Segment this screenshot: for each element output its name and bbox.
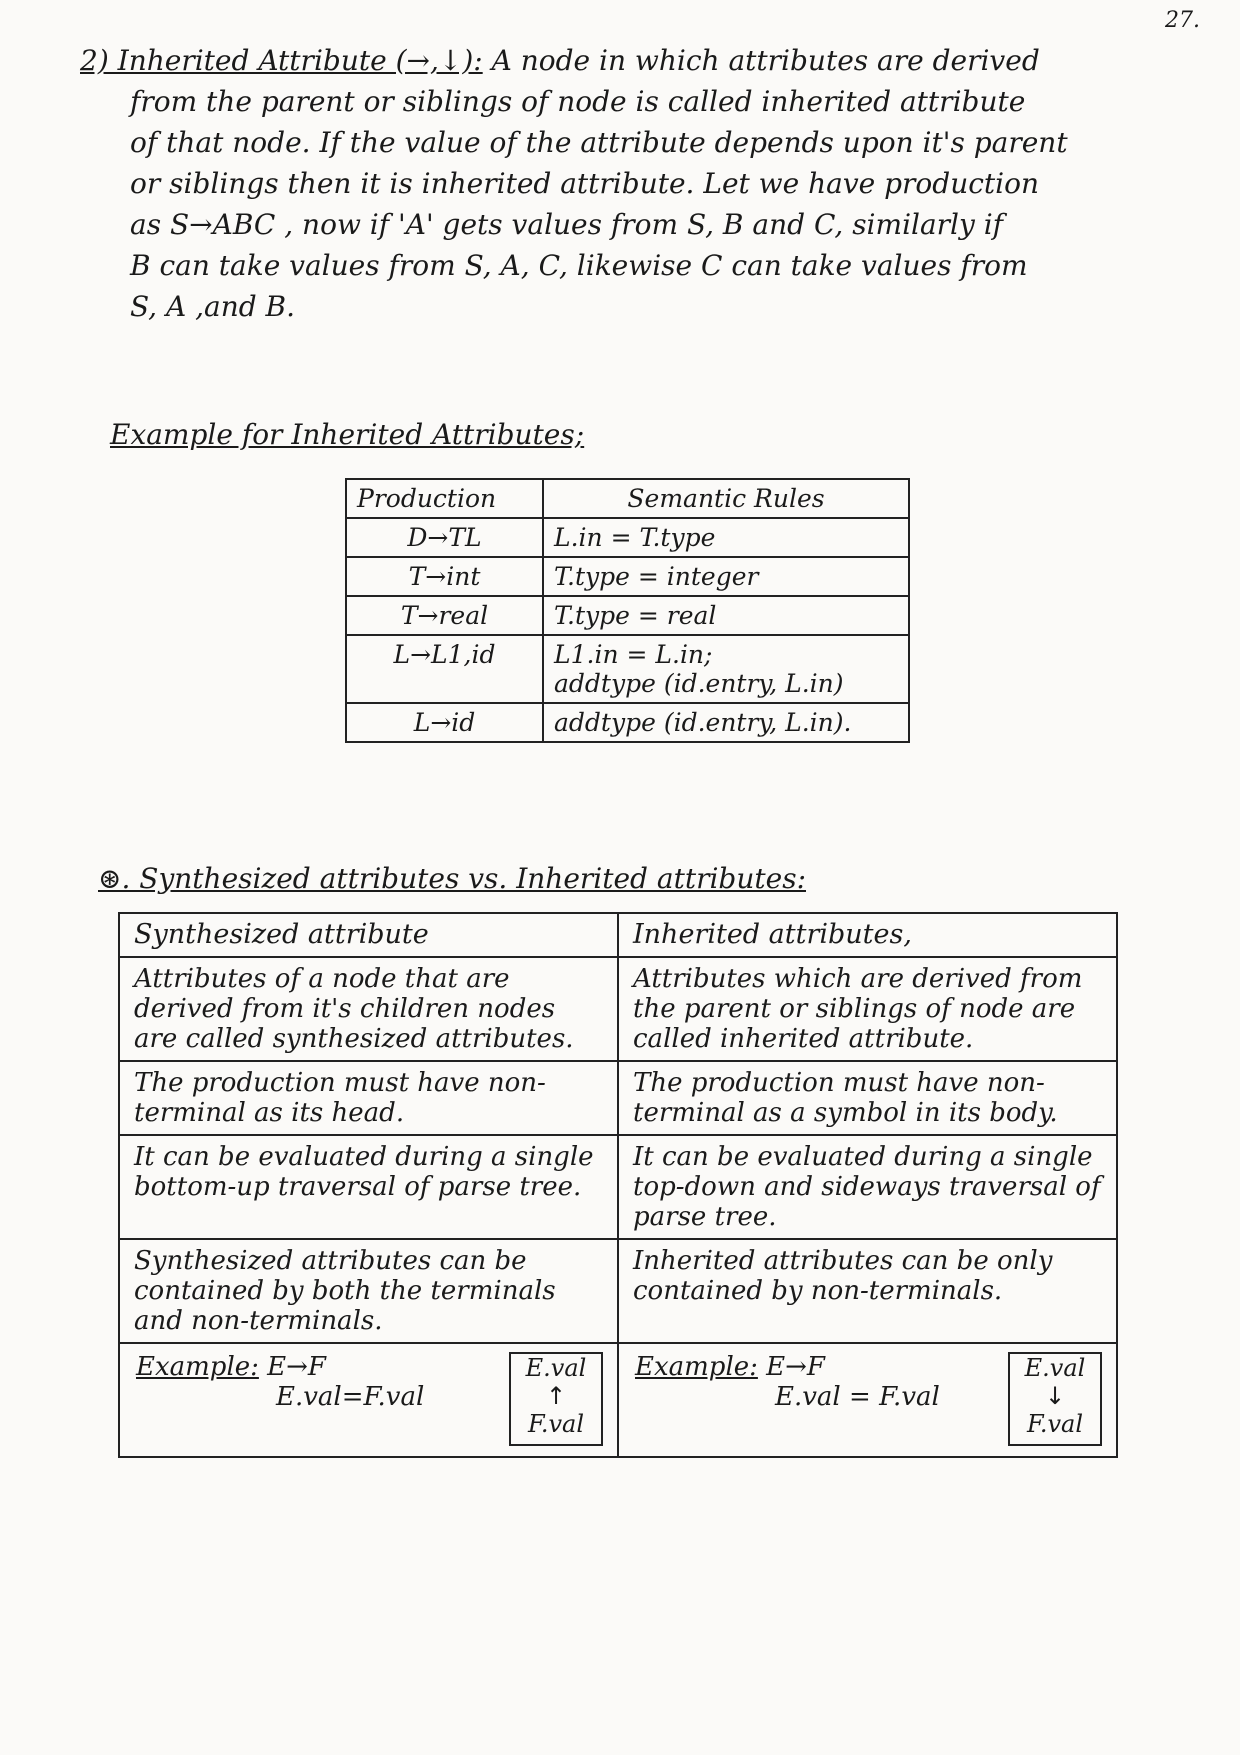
synthesized-cell: It can be evaluated during a single bottom-up traversal of parse tree. bbox=[119, 1135, 618, 1239]
rules-header-semantic: Semantic Rules bbox=[543, 479, 909, 518]
table-row bbox=[346, 518, 909, 557]
table-row bbox=[346, 635, 909, 703]
rule-line: addtype (id.entry, L.in) bbox=[554, 669, 844, 698]
example-production: E→F bbox=[766, 1352, 825, 1382]
production-cell: D→TL bbox=[346, 518, 543, 557]
rule-cell: T.type = real bbox=[543, 596, 909, 635]
box-top: E.val bbox=[1024, 1354, 1086, 1382]
synthesized-cell: Synthesized attributes can be contained by both the terminals and non-terminals. bbox=[119, 1239, 618, 1343]
production-cell: L→id bbox=[346, 703, 543, 742]
example-label: Example: bbox=[136, 1352, 259, 1382]
inherited-cell: The production must have non-terminal as a symbol in its body. bbox=[618, 1061, 1117, 1135]
inherited-example bbox=[635, 1352, 940, 1412]
down-arrow-icon: ↓ bbox=[1044, 1382, 1066, 1410]
example-rule: E.val=F.val bbox=[276, 1382, 425, 1412]
intro-line: A node in which attributes are derived bbox=[491, 44, 1040, 77]
comparison-table bbox=[118, 912, 1118, 1458]
inherited-cell: Inherited attributes can be only contained by non-terminals. bbox=[618, 1239, 1117, 1343]
synthesized-example bbox=[136, 1352, 424, 1412]
rule-cell bbox=[543, 635, 909, 703]
table-row bbox=[119, 957, 1117, 1061]
intro-line: B can take values from S, A, C, likewise C can take values from bbox=[130, 249, 1028, 282]
table-row bbox=[119, 1061, 1117, 1135]
intro-line: or siblings then it is inherited attribute. Let we have production bbox=[130, 167, 1040, 200]
box-bottom: F.val bbox=[1026, 1410, 1084, 1438]
header-inherited: Inherited attributes, bbox=[618, 913, 1117, 957]
example-production: E→F bbox=[267, 1352, 326, 1382]
header-synthesized: Synthesized attribute bbox=[119, 913, 618, 957]
table-row bbox=[346, 557, 909, 596]
example-label: Example: bbox=[635, 1352, 758, 1382]
synthesized-cell: The production must have non-terminal as its head. bbox=[119, 1061, 618, 1135]
rules-header-production: Production bbox=[346, 479, 543, 518]
intro-paragraph bbox=[80, 40, 1160, 327]
production-cell: T→int bbox=[346, 557, 543, 596]
intro-line: from the parent or siblings of node is called inherited attribute bbox=[130, 85, 1026, 118]
up-arrow-icon: ↑ bbox=[545, 1382, 567, 1410]
rule-cell: addtype (id.entry, L.in). bbox=[543, 703, 909, 742]
example-title: Example for Inherited Attributes; bbox=[110, 418, 585, 451]
rule-cell: L.in = T.type bbox=[543, 518, 909, 557]
rule-cell: T.type = integer bbox=[543, 557, 909, 596]
section-heading: 2) Inherited Attribute (→,↓): bbox=[80, 44, 483, 77]
synthesized-example-cell bbox=[119, 1343, 618, 1457]
semantic-rules-table bbox=[345, 478, 910, 743]
table-row bbox=[346, 703, 909, 742]
page-number: 27. bbox=[1165, 8, 1200, 33]
inherited-example-cell bbox=[618, 1343, 1117, 1457]
table-row bbox=[346, 596, 909, 635]
rule-line: L1.in = L.in; bbox=[554, 640, 713, 669]
table-row bbox=[119, 1239, 1117, 1343]
table-row bbox=[119, 1135, 1117, 1239]
production-cell: L→L1,id bbox=[346, 635, 543, 703]
synthesized-flow-box bbox=[509, 1352, 603, 1446]
box-bottom: F.val bbox=[527, 1410, 585, 1438]
production-cell: T→real bbox=[346, 596, 543, 635]
table-row bbox=[119, 1343, 1117, 1457]
box-top: E.val bbox=[525, 1354, 587, 1382]
intro-line: of that node. If the value of the attribute depends upon it's parent bbox=[130, 126, 1068, 159]
inherited-flow-box bbox=[1008, 1352, 1102, 1446]
intro-line: as S→ABC , now if 'A' gets values from S, B and C, similarly if bbox=[130, 208, 1004, 241]
inherited-cell: Attributes which are derived from the parent or siblings of node are called inherited attribute. bbox=[618, 957, 1117, 1061]
comparison-title: ⊛. Synthesized attributes vs. Inherited attributes: bbox=[98, 862, 806, 895]
example-rule: E.val = F.val bbox=[775, 1382, 940, 1412]
inherited-cell: It can be evaluated during a single top-down and sideways traversal of parse tree. bbox=[618, 1135, 1117, 1239]
synthesized-cell: Attributes of a node that are derived from it's children nodes are called synthesized attributes. bbox=[119, 957, 618, 1061]
intro-line: S, A ,and B. bbox=[130, 290, 296, 323]
